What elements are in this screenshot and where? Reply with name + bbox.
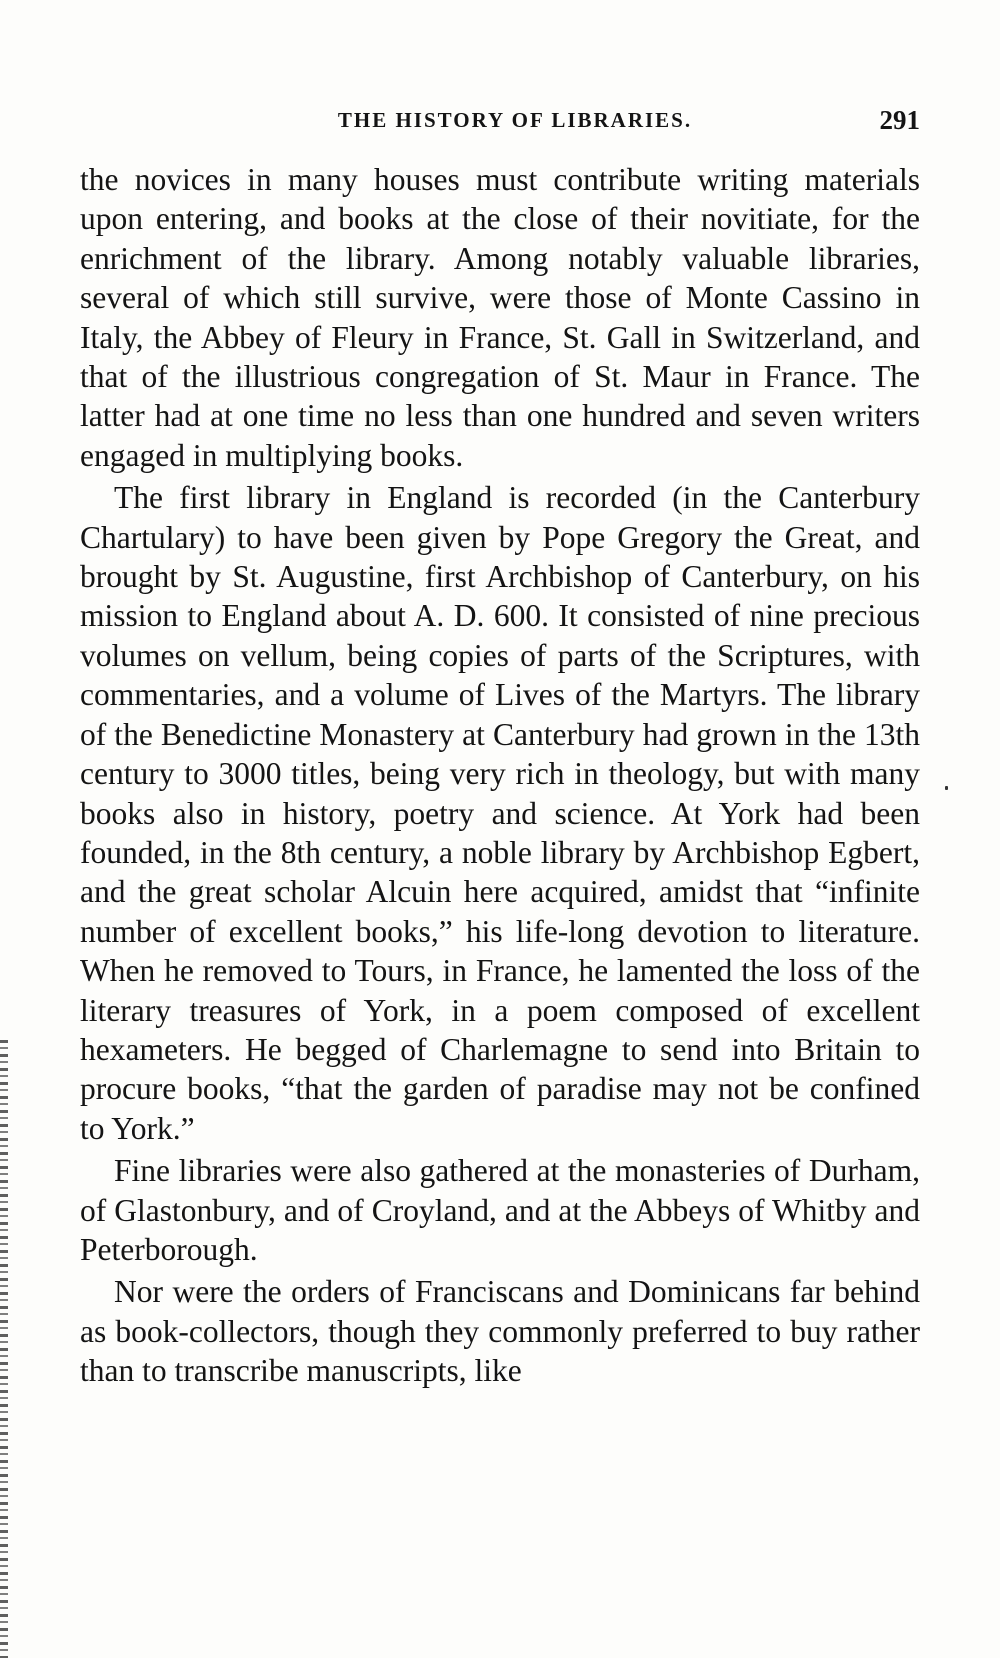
running-title: THE HISTORY OF LIBRARIES.: [337, 108, 693, 132]
paragraph-first-library-england: The first library in England is recorded (in the Canterbury Chartulary) to have been given by Pope Gregory the Great, and brought by St. Augustine, first Archbishop of Canterbury, on his mission to England about A. D. 600. It consisted of nine precious volumes on vellum, being copies of parts of the Scriptures, with commentaries, and a volume of Lives of the Martyrs. The library of the Benedictine Monastery at Canterbury had grown in the 13th century to 3000 titles, being very rich in theology, but with many books also in history, poetry and science. At York had been founded, in the 8th century, a noble library by Archbishop Egbert, and the great scholar Alcuin here acquired, amidst that “infinite number of excellent books,” his life-long devotion to literature. When he removed to Tours, in France, he lamented the loss of the literary treasures of York, in a poem composed of excellent hexameters. He begged of Charlemagne to send into Britain to procure books, “that the garden of paradise may not be confined to York.”: [80, 480, 920, 1146]
page-number: 291: [879, 105, 920, 135]
paragraph-franciscans-dominicans: Nor were the orders of Franciscans and Dominicans far behind as book-collectors, though they commonly preferred to buy rather than to transcribe manuscripts, like: [80, 1274, 920, 1389]
paragraph-continued: the novices in many houses must contribute writing materials upon entering, and books at the close of their novitiate, for the enrichment of the library. Among notably valuable libraries, several of which still survive, were those of Monte Cassino in Italy, the Abbey of Fleury in France, St. Gall in Switzerland, and that of the illustrious congregation of St. Maur in France. The latter had at one time no less than one hundred and seven writers engaged in multiplying books.: [80, 162, 920, 473]
body-text: [80, 160, 920, 1391]
paragraph-fine-libraries: Fine libraries were also gathered at the monasteries of Durham, of Glastonbury, and of Croyland, and at the Abbeys of Whitby and Peterborough.: [80, 1153, 920, 1267]
binding-shadow: [0, 1040, 8, 1658]
running-head: [80, 106, 920, 136]
print-speck: [945, 786, 948, 790]
